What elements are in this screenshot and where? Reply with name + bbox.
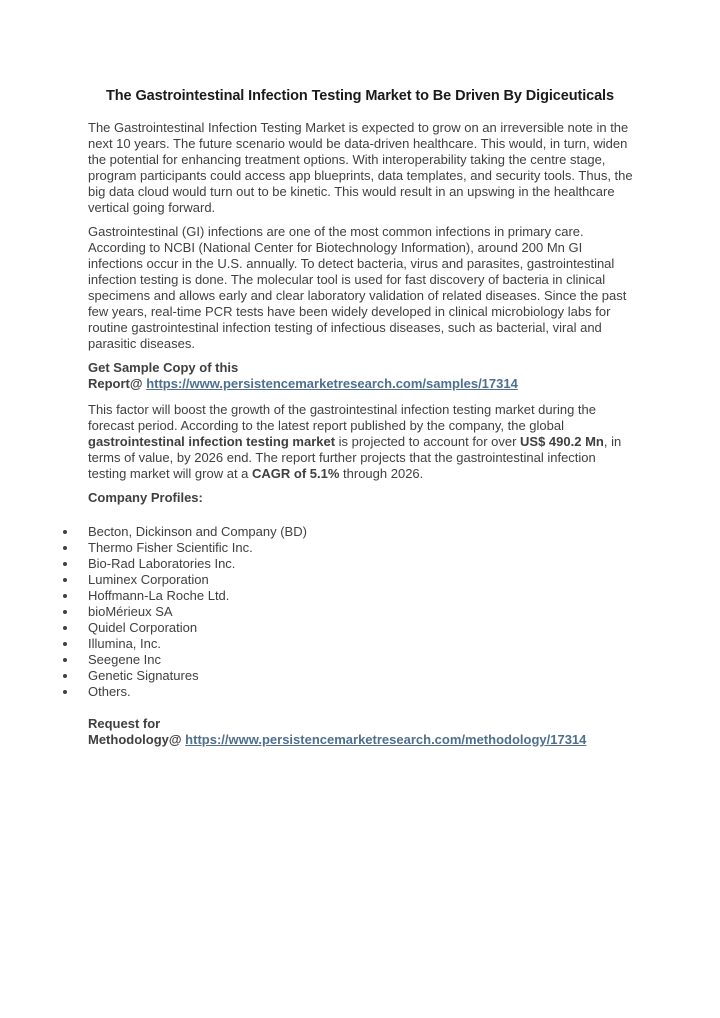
list-item — [0, 604, 720, 620]
bullet-icon — [63, 642, 67, 646]
bullet-icon — [63, 530, 67, 534]
company-list — [0, 524, 720, 700]
document-title: The Gastrointestinal Infection Testing Market to Be Driven By Digiceuticals — [106, 88, 614, 104]
sample-request-block — [88, 360, 636, 392]
list-item — [0, 636, 720, 652]
company-name: Others. — [88, 684, 131, 699]
cagr-bold: CAGR of 5.1% — [252, 466, 340, 481]
market-value-bold: US$ 490.2 Mn — [520, 434, 604, 449]
market-text-part1: This factor will boost the growth of the gastrointestinal infection testing market during the forecast period. According to the latest report published by the company, the global — [88, 402, 596, 433]
list-item — [0, 652, 720, 668]
market-name-bold: gastrointestinal infection testing market — [88, 434, 336, 449]
list-item — [0, 668, 720, 684]
intro-paragraph: The Gastrointestinal Infection Testing Market is expected to grow on an irreversible note in the next 10 years. The future scenario would be data-driven healthcare. This would, in turn, widen the potential for enhancing treatment options. With interoperability taking the centre stage, program participants could access app blueprints, data templates, and security tools. Thus, the big data cloud would turn out to be kinetic. This would result in an upswing in the healthcare vertical going forward. — [88, 120, 633, 215]
company-name: Hoffmann-La Roche Ltd. — [88, 588, 230, 603]
methodology-label-line1: Request for — [88, 716, 161, 731]
company-name: Luminex Corporation — [88, 572, 209, 587]
company-name: Bio-Rad Laboratories Inc. — [88, 556, 236, 571]
company-name: Illumina, Inc. — [88, 636, 161, 651]
list-item — [0, 524, 720, 540]
bullet-icon — [63, 658, 67, 662]
market-text-part3: , in terms of value, by 2026 end. The report further projects that the gastrointestinal infection testing market will grow at a — [88, 434, 622, 481]
company-name: Genetic Signatures — [88, 668, 199, 683]
bullet-icon — [63, 562, 67, 566]
methodology-label-line2: Methodology@ — [88, 732, 186, 747]
company-name: bioMérieux SA — [88, 604, 173, 619]
bullet-icon — [63, 578, 67, 582]
market-text-part2: is projected to account for over — [335, 434, 521, 449]
bullet-icon — [63, 626, 67, 630]
bullet-icon — [63, 594, 67, 598]
sample-label-line1: Get Sample Copy of this — [88, 360, 239, 375]
sample-label-line2: Report@ — [88, 376, 147, 391]
company-name: Thermo Fisher Scientific Inc. — [88, 540, 253, 555]
list-item — [0, 588, 720, 604]
methodology-link[interactable]: https://www.persistencemarketresearch.com/methodology/17314 — [185, 732, 587, 747]
list-item — [0, 620, 720, 636]
company-name: Quidel Corporation — [88, 620, 198, 635]
bullet-icon — [63, 674, 67, 678]
bullet-icon — [63, 610, 67, 614]
bullet-icon — [63, 690, 67, 694]
sample-report-link[interactable]: https://www.persistencemarketresearch.com/samples/17314 — [146, 376, 518, 391]
list-item — [0, 684, 720, 700]
company-profiles-heading: Company Profiles: — [88, 490, 203, 505]
gi-infections-paragraph: Gastrointestinal (GI) infections are one of the most common infections in primary care. According to NCBI (National Center for Biotechnology Information), around 200 Mn GI infections occur in the U.S. annually. To detect bacteria, virus and parasites, gastrointestinal infection testing is done. The molecular tool is used for fast discovery of bacteria in clinical specimens and allows early and clear laboratory validation of related diseases. Since the past few years, real-time PCR tests have been widely developed in clinical microbiology labs for routine gastrointestinal infection testing of infectious diseases, such as bacterial, viral and parasitic diseases. — [88, 224, 627, 351]
company-name: Becton, Dickinson and Company (BD) — [88, 524, 307, 539]
market-growth-paragraph — [88, 402, 636, 482]
methodology-request-block — [88, 716, 636, 748]
list-item — [0, 540, 720, 556]
market-text-part4: through 2026. — [339, 466, 424, 481]
bullet-icon — [63, 546, 67, 550]
list-item — [0, 572, 720, 588]
list-item — [0, 556, 720, 572]
company-name: Seegene Inc — [88, 652, 162, 667]
